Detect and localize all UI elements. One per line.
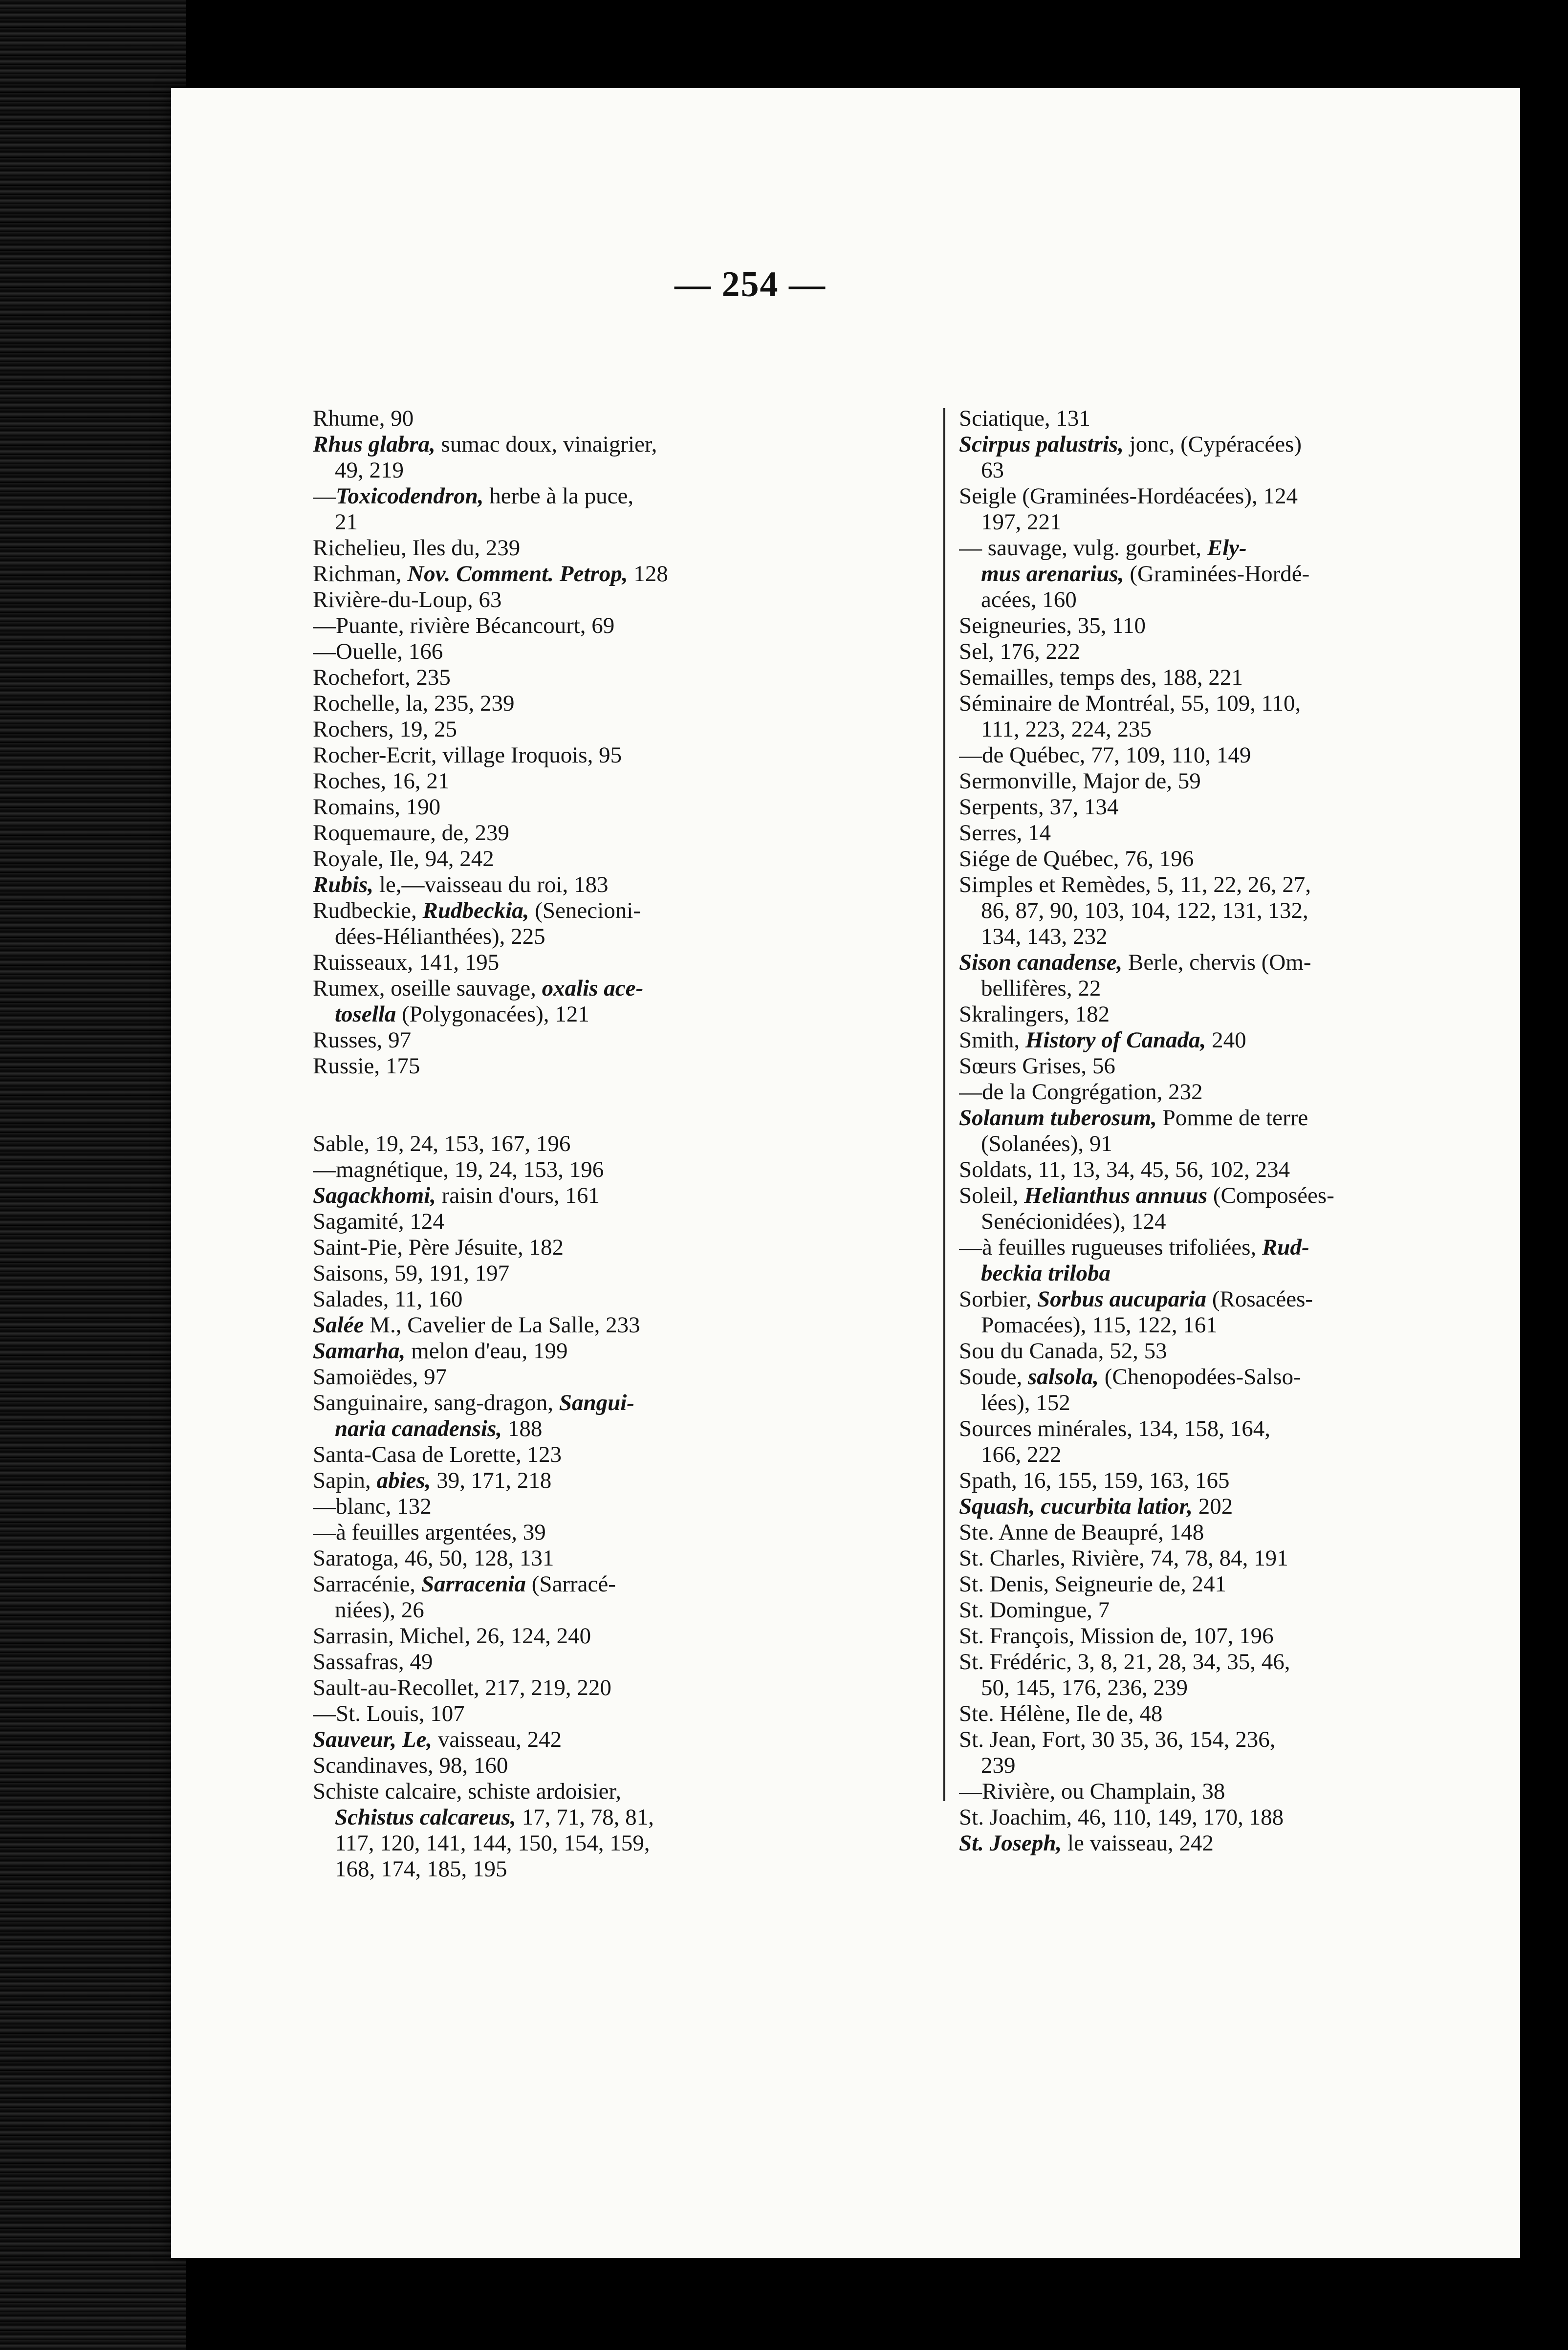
index-entry-line xyxy=(959,924,1497,950)
entry-italic-text: oxalis ace- xyxy=(542,976,644,1001)
index-column-right xyxy=(959,406,1497,1856)
index-entry-line xyxy=(313,794,934,820)
index-entry-line xyxy=(959,1675,1497,1701)
entry-italic-text: Scirpus palustris, xyxy=(959,432,1124,457)
section-gap xyxy=(313,1079,934,1131)
entry-text: Serpents, 37, 134 xyxy=(959,794,1119,820)
entry-text: Rumex, oseille sauvage, xyxy=(313,976,542,1001)
entry-italic-text: Sagackhomi, xyxy=(313,1183,436,1208)
index-entry-line xyxy=(313,820,934,846)
index-entry-line xyxy=(959,1830,1497,1856)
index-entry-line xyxy=(313,1157,934,1183)
entry-text: —à feuilles argentées, 39 xyxy=(313,1520,546,1545)
index-entry-line xyxy=(959,872,1497,898)
index-entry-line xyxy=(313,1312,934,1338)
entry-text: Siége de Québec, 76, 196 xyxy=(959,846,1194,871)
entry-italic-text: Sison canadense, xyxy=(959,950,1123,975)
index-entry-line xyxy=(959,1079,1497,1105)
index-entry-line xyxy=(959,561,1497,587)
entry-text: 134, 143, 232 xyxy=(981,924,1108,949)
index-entry-line xyxy=(313,1390,934,1416)
index-entry-line xyxy=(959,742,1497,768)
index-entry-line xyxy=(959,846,1497,872)
index-entry-line xyxy=(959,535,1497,561)
index-entry-line xyxy=(959,509,1497,535)
index-entry-line xyxy=(313,613,934,639)
entry-text: 239 xyxy=(981,1753,1016,1778)
index-entry-line xyxy=(313,768,934,794)
entry-italic-text: salsola, xyxy=(1028,1364,1099,1390)
index-entry-line xyxy=(313,1053,934,1079)
entry-text: 166, 222 xyxy=(981,1442,1062,1467)
index-entry-line xyxy=(959,820,1497,846)
index-entry-line xyxy=(959,587,1497,613)
index-entry-line xyxy=(959,665,1497,691)
index-entry-line xyxy=(313,1468,934,1494)
entry-text: Berle, chervis (Om- xyxy=(1122,950,1311,975)
entry-text: Ste. Anne de Beaupré, 148 xyxy=(959,1520,1204,1545)
index-entry-line xyxy=(959,898,1497,924)
index-entry-line xyxy=(313,1131,934,1157)
entry-text: —à feuilles rugueuses trifoliées, xyxy=(959,1235,1262,1260)
index-entry-line xyxy=(959,1416,1497,1442)
entry-italic-text: tosella xyxy=(335,1001,396,1027)
entry-text: St. Charles, Rivière, 74, 78, 84, 191 xyxy=(959,1545,1288,1571)
entry-text: Sapin, xyxy=(313,1468,377,1493)
entry-italic-text: Helianthus annuus xyxy=(1024,1183,1208,1208)
entry-text: — sauvage, vulg. gourbet, xyxy=(959,535,1207,561)
entry-italic-text: Toxicodendron, xyxy=(336,483,484,509)
entry-text: —de Québec, 77, 109, 110, 149 xyxy=(959,742,1251,768)
entry-italic-text: Sangui- xyxy=(559,1390,634,1415)
entry-italic-text: naria canadensis, xyxy=(335,1416,502,1441)
entry-text: Pomme de terre xyxy=(1156,1105,1308,1131)
entry-text: 39, 171, 218 xyxy=(431,1468,552,1493)
index-column-left xyxy=(313,406,934,1882)
index-entry-line xyxy=(959,483,1497,509)
entry-text: Rhume, 90 xyxy=(313,406,414,431)
index-entry-line xyxy=(313,509,934,535)
entry-italic-text: Ely- xyxy=(1207,535,1247,561)
index-entry-line xyxy=(959,1520,1497,1545)
entry-italic-text: Rubis, xyxy=(313,872,374,897)
entry-text: 188 xyxy=(502,1416,543,1441)
index-entry-line xyxy=(959,613,1497,639)
index-entry-line xyxy=(313,1701,934,1727)
index-entry-line xyxy=(959,1779,1497,1805)
entry-text: Schiste calcaire, schiste ardoisier, xyxy=(313,1779,622,1804)
entry-text: Ste. Hélène, Ile de, 48 xyxy=(959,1701,1163,1726)
index-entry-line xyxy=(959,717,1497,742)
entry-text: bellifères, 22 xyxy=(981,976,1101,1001)
entry-text: Saratoga, 46, 50, 128, 131 xyxy=(313,1545,554,1571)
index-entry-line xyxy=(313,483,934,509)
entry-text: — xyxy=(313,483,336,509)
index-entry-line xyxy=(313,587,934,613)
entry-text: acées, 160 xyxy=(981,587,1077,612)
index-entry-line xyxy=(959,1494,1497,1520)
index-entry-line xyxy=(959,1753,1497,1779)
entry-text: lées), 152 xyxy=(981,1390,1070,1415)
index-entry-line xyxy=(313,1286,934,1312)
entry-italic-text: abies, xyxy=(376,1468,431,1493)
index-entry-line xyxy=(959,1545,1497,1571)
entry-text: Scandinaves, 98, 160 xyxy=(313,1753,508,1778)
entry-text: Romains, 190 xyxy=(313,794,441,820)
index-entry-line xyxy=(959,1053,1497,1079)
index-entry-line xyxy=(959,1183,1497,1209)
entry-italic-text: St. Joseph, xyxy=(959,1830,1062,1856)
index-entry-line xyxy=(313,1209,934,1235)
index-entry-line xyxy=(959,1597,1497,1623)
entry-text: (Composées- xyxy=(1207,1183,1334,1208)
entry-text: Senécionidées), 124 xyxy=(981,1209,1166,1234)
index-entry-line xyxy=(959,1209,1497,1235)
entry-text: Santa-Casa de Lorette, 123 xyxy=(313,1442,562,1467)
index-entry-line xyxy=(959,1027,1497,1053)
index-entry-line xyxy=(313,561,934,587)
index-entry-line xyxy=(959,432,1497,457)
index-entry-line xyxy=(313,406,934,432)
entry-text: Samoiëdes, 97 xyxy=(313,1364,447,1390)
entry-text: —de la Congrégation, 232 xyxy=(959,1079,1203,1105)
entry-text: raisin d'ours, 161 xyxy=(436,1183,600,1208)
entry-text: 49, 219 xyxy=(335,457,404,483)
index-entry-line xyxy=(313,1364,934,1390)
entry-text: Rochelle, la, 235, 239 xyxy=(313,691,515,716)
index-entry-line xyxy=(959,406,1497,432)
entry-text: Séminaire de Montréal, 55, 109, 110, xyxy=(959,691,1301,716)
entry-text: (Graminées-Hordé- xyxy=(1124,561,1310,587)
entry-text: sumac doux, vinaigrier, xyxy=(435,432,657,457)
index-entry-line xyxy=(959,1261,1497,1286)
index-entry-line xyxy=(959,1312,1497,1338)
entry-text: (Chenopodées-Salso- xyxy=(1098,1364,1301,1390)
index-entry-line xyxy=(313,1001,934,1027)
entry-text: Sanguinaire, sang-dragon, xyxy=(313,1390,559,1415)
page-number: — 254 — xyxy=(675,264,826,305)
entry-text: Richelieu, Iles du, 239 xyxy=(313,535,521,561)
entry-text: Russie, 175 xyxy=(313,1053,420,1079)
index-entry-line xyxy=(313,1727,934,1753)
entry-text: (Rosacées- xyxy=(1206,1286,1313,1312)
entry-text: Seigle (Graminées-Hordéacées), 124 xyxy=(959,483,1298,509)
entry-text: le,—vaisseau du roi, 183 xyxy=(373,872,609,897)
entry-text: Rocher-Ecrit, village Iroquois, 95 xyxy=(313,742,622,768)
entry-italic-text: Sauveur, Le, xyxy=(313,1727,433,1752)
entry-text: Rochers, 19, 25 xyxy=(313,717,457,742)
index-entry-line xyxy=(313,872,934,898)
entry-text: Semailles, temps des, 188, 221 xyxy=(959,665,1243,690)
index-entry-line xyxy=(313,1856,934,1882)
entry-text: —magnétique, 19, 24, 153, 196 xyxy=(313,1157,604,1182)
index-entry-line xyxy=(313,1494,934,1520)
entry-text: le vaisseau, 242 xyxy=(1062,1830,1214,1856)
entry-text: jonc, (Cypéracées) xyxy=(1123,432,1302,457)
entry-text: Smith, xyxy=(959,1027,1025,1053)
entry-text: —blanc, 132 xyxy=(313,1494,432,1519)
entry-italic-text: Squash, cucurbita latior, xyxy=(959,1494,1193,1519)
entry-text: St. François, Mission de, 107, 196 xyxy=(959,1623,1274,1649)
entry-text: Sou du Canada, 52, 53 xyxy=(959,1338,1167,1364)
index-entry-line xyxy=(313,639,934,665)
entry-italic-text: Solanum tuberosum, xyxy=(959,1105,1157,1131)
entry-text: Sault-au-Recollet, 217, 219, 220 xyxy=(313,1675,611,1700)
index-entry-line xyxy=(313,1520,934,1545)
entry-text: Sermonville, Major de, 59 xyxy=(959,768,1201,794)
index-entry-line xyxy=(959,1649,1497,1675)
index-entry-line xyxy=(313,1597,934,1623)
index-entry-line xyxy=(959,1805,1497,1830)
entry-text: Rochefort, 235 xyxy=(313,665,451,690)
entry-text: —St. Louis, 107 xyxy=(313,1701,465,1726)
index-entry-line xyxy=(313,1416,934,1442)
index-entry-line xyxy=(313,1805,934,1830)
entry-text: 128 xyxy=(628,561,668,587)
entry-text: 202 xyxy=(1193,1494,1233,1519)
entry-text: St. Jean, Fort, 30 35, 36, 154, 236, xyxy=(959,1727,1276,1752)
index-entry-line xyxy=(959,1442,1497,1468)
entry-italic-text: Salée xyxy=(313,1312,364,1338)
index-entry-line xyxy=(959,1701,1497,1727)
entry-text: Sable, 19, 24, 153, 167, 196 xyxy=(313,1131,571,1156)
entry-text: Sarracénie, xyxy=(313,1571,421,1597)
index-entry-line xyxy=(959,457,1497,483)
index-entry-line xyxy=(313,1649,934,1675)
entry-text: Sel, 176, 222 xyxy=(959,639,1081,664)
index-entry-line xyxy=(313,691,934,717)
index-entry-line xyxy=(959,1364,1497,1390)
entry-text: (Solanées), 91 xyxy=(981,1131,1112,1156)
entry-text: (Senecioni- xyxy=(529,898,641,923)
column-divider xyxy=(943,408,945,1801)
entry-text: 21 xyxy=(335,509,358,535)
index-entry-line xyxy=(959,639,1497,665)
entry-text: St. Domingue, 7 xyxy=(959,1597,1110,1623)
index-entry-line xyxy=(313,717,934,742)
entry-text: Sœurs Grises, 56 xyxy=(959,1053,1115,1079)
entry-text: —Puante, rivière Bécancourt, 69 xyxy=(313,613,615,638)
entry-text: Ruisseaux, 141, 195 xyxy=(313,950,500,975)
entry-text: 50, 145, 176, 236, 239 xyxy=(981,1675,1188,1700)
entry-italic-text: Schistus calcareus, xyxy=(335,1805,516,1830)
index-entry-line xyxy=(959,950,1497,976)
index-entry-line xyxy=(313,1183,934,1209)
entry-text: 17, 71, 78, 81, xyxy=(516,1805,654,1830)
entry-text: 86, 87, 90, 103, 104, 122, 131, 132, xyxy=(981,898,1308,923)
index-entry-line xyxy=(313,1571,934,1597)
entry-text: Seigneuries, 35, 110 xyxy=(959,613,1146,638)
index-entry-line xyxy=(313,950,934,976)
entry-text: Rivière-du-Loup, 63 xyxy=(313,587,502,612)
entry-italic-text: Nov. Comment. Petrop, xyxy=(407,561,628,587)
index-entry-line xyxy=(313,1830,934,1856)
index-entry-line xyxy=(959,1623,1497,1649)
index-entry-line xyxy=(959,1001,1497,1027)
entry-text: Sarrasin, Michel, 26, 124, 240 xyxy=(313,1623,591,1649)
index-entry-line xyxy=(313,1623,934,1649)
entry-text: Skralingers, 182 xyxy=(959,1001,1110,1027)
entry-text: vaisseau, 242 xyxy=(432,1727,562,1752)
index-entry-line xyxy=(313,457,934,483)
entry-text: niées), 26 xyxy=(335,1597,424,1623)
index-entry-line xyxy=(959,768,1497,794)
index-entry-line xyxy=(313,898,934,924)
index-entry-line xyxy=(959,794,1497,820)
entry-text: Saisons, 59, 191, 197 xyxy=(313,1261,510,1286)
index-entry-line xyxy=(313,1235,934,1261)
entry-text: Roches, 16, 21 xyxy=(313,768,450,794)
index-entry-line xyxy=(313,1261,934,1286)
index-entry-line xyxy=(959,1727,1497,1753)
index-entry-line xyxy=(959,1286,1497,1312)
entry-text: (Polygonacées), 121 xyxy=(396,1001,589,1027)
entry-text: Simples et Remèdes, 5, 11, 22, 26, 27, xyxy=(959,872,1311,897)
entry-text: melon d'eau, 199 xyxy=(405,1338,568,1364)
index-entry-line xyxy=(313,846,934,872)
entry-text: Soldats, 11, 13, 34, 45, 56, 102, 234 xyxy=(959,1157,1290,1182)
entry-italic-text: mus arenarius, xyxy=(981,561,1124,587)
index-entry-line xyxy=(959,1131,1497,1157)
entry-text: Spath, 16, 155, 159, 163, 165 xyxy=(959,1468,1230,1493)
entry-text: St. Denis, Seigneurie de, 241 xyxy=(959,1571,1226,1597)
index-entry-line xyxy=(313,1545,934,1571)
entry-italic-text: Rhus glabra, xyxy=(313,432,436,457)
entry-italic-text: beckia triloba xyxy=(981,1261,1111,1286)
entry-text: Russes, 97 xyxy=(313,1027,412,1053)
entry-italic-text: History of Canada, xyxy=(1025,1027,1206,1053)
index-entry-line xyxy=(959,976,1497,1001)
entry-text: Pomacées), 115, 122, 161 xyxy=(981,1312,1218,1338)
entry-text: (Sarracé- xyxy=(525,1571,616,1597)
index-entry-line xyxy=(959,1157,1497,1183)
entry-text: Serres, 14 xyxy=(959,820,1051,846)
entry-text: 111, 223, 224, 235 xyxy=(981,717,1152,742)
entry-italic-text: Rudbeckia, xyxy=(422,898,529,923)
entry-text: Saint-Pie, Père Jésuite, 182 xyxy=(313,1235,564,1260)
index-entry-line xyxy=(313,1442,934,1468)
index-entry-line xyxy=(959,1338,1497,1364)
index-entry-line xyxy=(313,742,934,768)
scan-dark-edge xyxy=(0,0,186,2350)
index-entry-line xyxy=(313,1753,934,1779)
entry-text: Roquemaure, de, 239 xyxy=(313,820,510,846)
entry-text: St. Joachim, 46, 110, 149, 170, 188 xyxy=(959,1805,1284,1830)
entry-text: Salades, 11, 160 xyxy=(313,1286,463,1312)
index-entry-line xyxy=(959,691,1497,717)
entry-text: Richman, xyxy=(313,561,408,587)
entry-text: 197, 221 xyxy=(981,509,1062,535)
index-entry-line xyxy=(313,924,934,950)
entry-text: 63 xyxy=(981,457,1004,483)
entry-italic-text: Rud- xyxy=(1262,1235,1309,1260)
index-entry-line xyxy=(313,535,934,561)
index-entry-line xyxy=(959,1105,1497,1131)
index-entry-line xyxy=(959,1571,1497,1597)
index-entry-line xyxy=(313,976,934,1001)
index-entry-line xyxy=(313,1027,934,1053)
entry-text: Sciatique, 131 xyxy=(959,406,1090,431)
entry-text: Royale, Ile, 94, 242 xyxy=(313,846,494,871)
entry-text: St. Frédéric, 3, 8, 21, 28, 34, 35, 46, xyxy=(959,1649,1290,1675)
entry-italic-text: Samarha, xyxy=(313,1338,406,1364)
entry-text: herbe à la puce, xyxy=(483,483,634,509)
index-entry-line xyxy=(313,1779,934,1805)
entry-text: Sources minérales, 134, 158, 164, xyxy=(959,1416,1271,1441)
entry-text: Sassafras, 49 xyxy=(313,1649,433,1675)
entry-text: 168, 174, 185, 195 xyxy=(335,1856,507,1882)
entry-text: M., Cavelier de La Salle, 233 xyxy=(364,1312,640,1338)
index-entry-line xyxy=(313,665,934,691)
index-entry-line xyxy=(959,1468,1497,1494)
index-entry-line xyxy=(959,1235,1497,1261)
index-entry-line xyxy=(313,432,934,457)
entry-text: —Ouelle, 166 xyxy=(313,639,443,664)
index-entry-line xyxy=(313,1338,934,1364)
entry-text: 240 xyxy=(1206,1027,1246,1053)
entry-text: Sorbier, xyxy=(959,1286,1037,1312)
entry-text: dées-Hélianthées), 225 xyxy=(335,924,545,949)
index-entry-line xyxy=(313,1675,934,1701)
entry-text: 117, 120, 141, 144, 150, 154, 159, xyxy=(335,1830,650,1856)
index-entry-line xyxy=(959,1390,1497,1416)
entry-text: Sagamité, 124 xyxy=(313,1209,444,1234)
entry-text: Rudbeckie, xyxy=(313,898,423,923)
entry-italic-text: Sarracenia xyxy=(421,1571,526,1597)
entry-text: —Rivière, ou Champlain, 38 xyxy=(959,1779,1225,1804)
entry-text: Soude, xyxy=(959,1364,1028,1390)
entry-text: Soleil, xyxy=(959,1183,1024,1208)
entry-italic-text: Sorbus aucuparia xyxy=(1037,1286,1207,1312)
